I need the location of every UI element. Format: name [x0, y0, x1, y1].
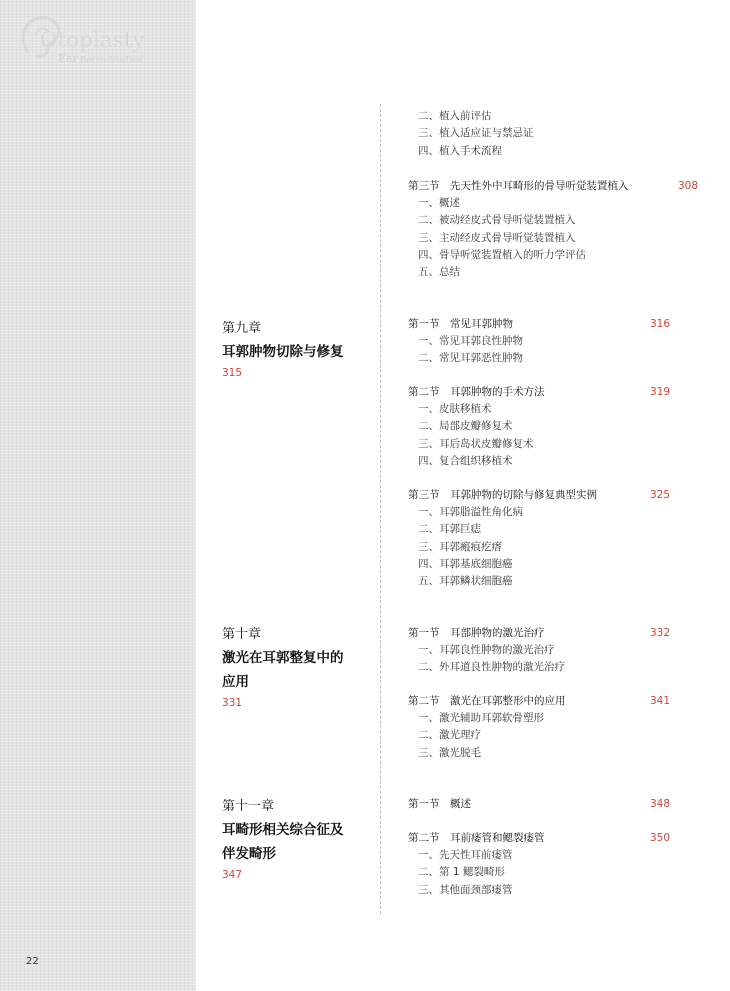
section-page: 341 [649, 695, 670, 707]
list-item: 三、主动经皮式骨导听觉装置植入 [418, 231, 576, 244]
section-title: 第一节 常见耳郭肿物 [408, 318, 513, 330]
section-page: 308 [677, 180, 698, 192]
chapter-9 [222, 318, 372, 379]
chapter-label: 第十章 [222, 627, 262, 642]
section-page: 332 [649, 627, 670, 639]
chapter-11 [222, 796, 352, 881]
list-item: 二、局部皮瓣修复术 [418, 420, 513, 433]
section-title: 第三节 耳郭肿物的切除与修复典型实例 [408, 489, 597, 501]
list-item: 三、激光脱毛 [418, 746, 481, 759]
list-item: 二、常见耳郭恶性肿物 [418, 352, 523, 365]
section-page: 316 [649, 318, 670, 330]
continued-section [408, 108, 670, 160]
section-heading [408, 384, 670, 401]
chapter-title: 激光在耳郭整复中的应用 [222, 650, 344, 690]
section-entry [408, 178, 698, 281]
section-page: 319 [649, 386, 670, 398]
list-item: 一、常见耳郭良性肿物 [418, 335, 523, 347]
logo-title: Otoplasty [40, 28, 145, 52]
section-title: 第三节 先天性外中耳畸形的骨导听觉装置植入 [408, 180, 629, 192]
chapter-label: 第十一章 [222, 799, 275, 814]
section-page: 325 [649, 489, 670, 501]
section-entry [408, 384, 670, 470]
section-entry [408, 796, 670, 813]
list-item: 三、其他面颈部瘘管 [418, 883, 513, 896]
chapter-10 [222, 624, 352, 709]
list-item: 二、耳郭巨痣 [418, 523, 481, 536]
section-title: 第二节 耳前瘘管和鳃裂瘘管 [408, 832, 545, 844]
section-entry [408, 693, 670, 762]
list-item: 一、激光辅助耳郭软骨塑形 [418, 712, 544, 724]
list-item: 三、耳后岛状皮瓣修复术 [418, 437, 534, 450]
section-title: 第二节 耳郭肿物的手术方法 [408, 386, 545, 398]
list-item: 一、概述 [418, 197, 460, 209]
logo-sub-ear: Ear [58, 52, 78, 65]
list-item: 五、耳郭鳞状细胞癌 [418, 575, 513, 588]
section-page: 350 [649, 832, 670, 844]
section-entry [408, 316, 670, 368]
chapter-page: 315 [222, 367, 243, 379]
page-number: 22 [26, 956, 39, 967]
section-heading [408, 316, 670, 333]
section-heading [408, 693, 670, 710]
section-entry [408, 830, 670, 899]
section-entry [408, 487, 670, 590]
chapter-label: 第九章 [222, 321, 262, 336]
chapter-title: 耳畸形相关综合征及伴发畸形 [222, 822, 344, 862]
column-divider [380, 104, 381, 914]
section-page: 348 [649, 798, 670, 810]
section-heading [408, 487, 670, 504]
section-title: 第一节 耳部肿物的激光治疗 [408, 627, 545, 639]
list-item: 二、被动经皮式骨导听觉装置植入 [418, 214, 576, 227]
list-item: 二、植入前评估 [418, 110, 492, 122]
list-item: 二、第 1 鳃裂畸形 [418, 866, 505, 879]
list-item: 四、复合组织移植术 [418, 454, 513, 467]
list-item: 四、骨导听觉装置植入的听力学评估 [418, 248, 586, 261]
chapter-page: 331 [222, 697, 243, 709]
list-item: 五、总结 [418, 266, 460, 279]
list-item: 一、先天性耳前瘘管 [418, 849, 513, 861]
chapter-page: 347 [222, 869, 243, 881]
otoplasty-logo [18, 12, 145, 65]
section-entry [408, 625, 670, 677]
list-item: 一、耳郭脂溢性角化病 [418, 506, 523, 518]
section-title: 第一节 概述 [408, 798, 471, 810]
list-item: 一、耳郭良性肿物的激光治疗 [418, 644, 555, 656]
list-item: 二、激光理疗 [418, 729, 481, 742]
list-item: 三、植入适应证与禁忌证 [418, 127, 534, 140]
list-item: 四、植入手术流程 [418, 144, 502, 157]
section-title: 第二节 激光在耳郭整形中的应用 [408, 695, 566, 707]
logo-subtitle [58, 52, 142, 65]
list-item: 二、外耳道良性肿物的激光治疗 [418, 661, 565, 674]
section-heading [408, 625, 670, 642]
list-item: 三、耳郭瘢痕疙瘩 [418, 540, 502, 553]
section-heading [408, 830, 670, 847]
section-heading [408, 178, 698, 195]
decorative-side-panel [0, 0, 196, 991]
section-heading [408, 796, 670, 813]
logo-sub-rest: Reconstruction [80, 55, 143, 64]
list-item: 一、皮肤移植术 [418, 403, 492, 415]
chapter-title: 耳郭肿物切除与修复 [222, 344, 344, 360]
list-item: 四、耳郭基底细胞癌 [418, 557, 513, 570]
